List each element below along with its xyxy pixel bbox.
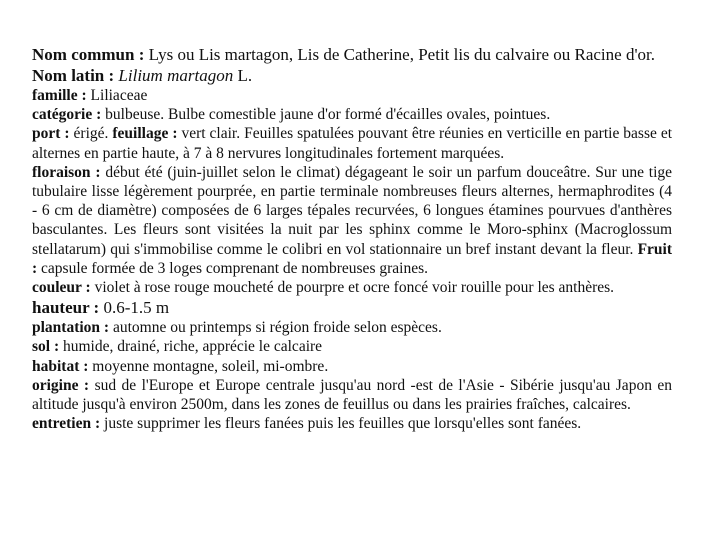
label-nom-commun: Nom commun : — [32, 45, 145, 64]
label-feuillage: feuillage : — [112, 125, 178, 143]
entry-nom-latin — [32, 65, 672, 86]
entry-famille — [32, 86, 672, 105]
label-port: port : — [32, 125, 70, 143]
label-origine: origine : — [32, 376, 90, 394]
value-famille: Liliaceae — [90, 87, 148, 104]
value-hauteur: 0.6-1.5 m — [103, 298, 170, 318]
value-feuillage: vert clair. Feuilles spatulées pouvant être réunies en verticille en partie basse et alternes en partie haute, à 7 à 8 nervures longitudinales fortement marquées. — [32, 125, 673, 162]
label-famille: famille : — [32, 87, 87, 104]
entry-entretien — [32, 414, 672, 433]
value-origine: sud de l'Europe et Europe centrale jusqu'au nord -est de l'Asie - Sibérie jusqu'au Japon en altitude jusqu'à environ 2500m, dans les zones de feuillus ou dans les prairies fraîches, calcaires. — [32, 376, 673, 414]
label-habitat: habitat : — [32, 357, 89, 375]
entry-sol — [32, 337, 672, 356]
entry-nom-commun — [32, 44, 672, 65]
label-categorie: catégorie : — [32, 106, 102, 124]
label-plantation: plantation : — [32, 319, 110, 337]
label-entretien: entretien : — [32, 415, 101, 433]
value-habitat: moyenne montagne, soleil, mi-ombre. — [92, 357, 329, 375]
entry-categorie — [32, 105, 672, 124]
plant-info-sheet — [32, 44, 672, 433]
value-plantation: automne ou printemps si région froide selon espèces. — [112, 319, 442, 337]
value-couleur: violet à rose rouge moucheté de pourpre et ocre foncé voir rouille pour les anthères. — [94, 279, 615, 297]
entry-floraison — [32, 163, 672, 278]
value-port: érigé. — [73, 125, 109, 143]
entry-habitat — [32, 357, 672, 376]
entry-hauteur — [32, 297, 672, 318]
entry-couleur — [32, 278, 672, 297]
value-floraison: début été (juin-juillet selon le climat) dégageant le soir un parfum douceâtre. Sur une tige tubulaire lisse légèrement pourprée, en partie terminale nombreuses fleurs alternes, hermaphrodites (4 - 6 cm de diamètre) composées de 6 larges tépales recurvées, 6 longues étamines pourvues d'anthères basculantes. Les fleurs sont visitées la nuit par les sphinx comme le Moro-sphinx (Macroglossum stellatarum) qui s'immobilise comme le colibri en vol stationnaire un bref instant devant la fleur. — [32, 163, 673, 258]
entry-port — [32, 124, 672, 162]
label-couleur: couleur : — [32, 279, 91, 297]
label-floraison: floraison : — [32, 163, 101, 181]
value-nom-commun: Lys ou Lis martagon, Lis de Catherine, Petit lis du calvaire ou Racine d'or. — [148, 45, 655, 64]
entry-origine — [32, 376, 672, 414]
label-sol: sol : — [32, 338, 60, 356]
label-fruit: Fruit : — [32, 240, 672, 277]
value-categorie: bulbeuse. Bulbe comestible jaune d'or formé d'écailles ovales, pointues. — [105, 106, 551, 124]
value-fruit: capsule formée de 3 loges comprenant de nombreuses graines. — [41, 259, 428, 277]
value-nom-latin-author: L. — [237, 66, 253, 85]
entry-plantation — [32, 318, 672, 337]
label-hauteur: hauteur : — [32, 298, 100, 318]
value-sol: humide, drainé, riche, apprécie le calcaire — [63, 338, 323, 356]
label-nom-latin: Nom latin : — [32, 66, 115, 85]
value-nom-latin: Lilium martagon — [118, 66, 234, 85]
value-entretien: juste supprimer les fleurs fanées puis les feuilles que lorsqu'elles sont fanées. — [104, 415, 582, 433]
